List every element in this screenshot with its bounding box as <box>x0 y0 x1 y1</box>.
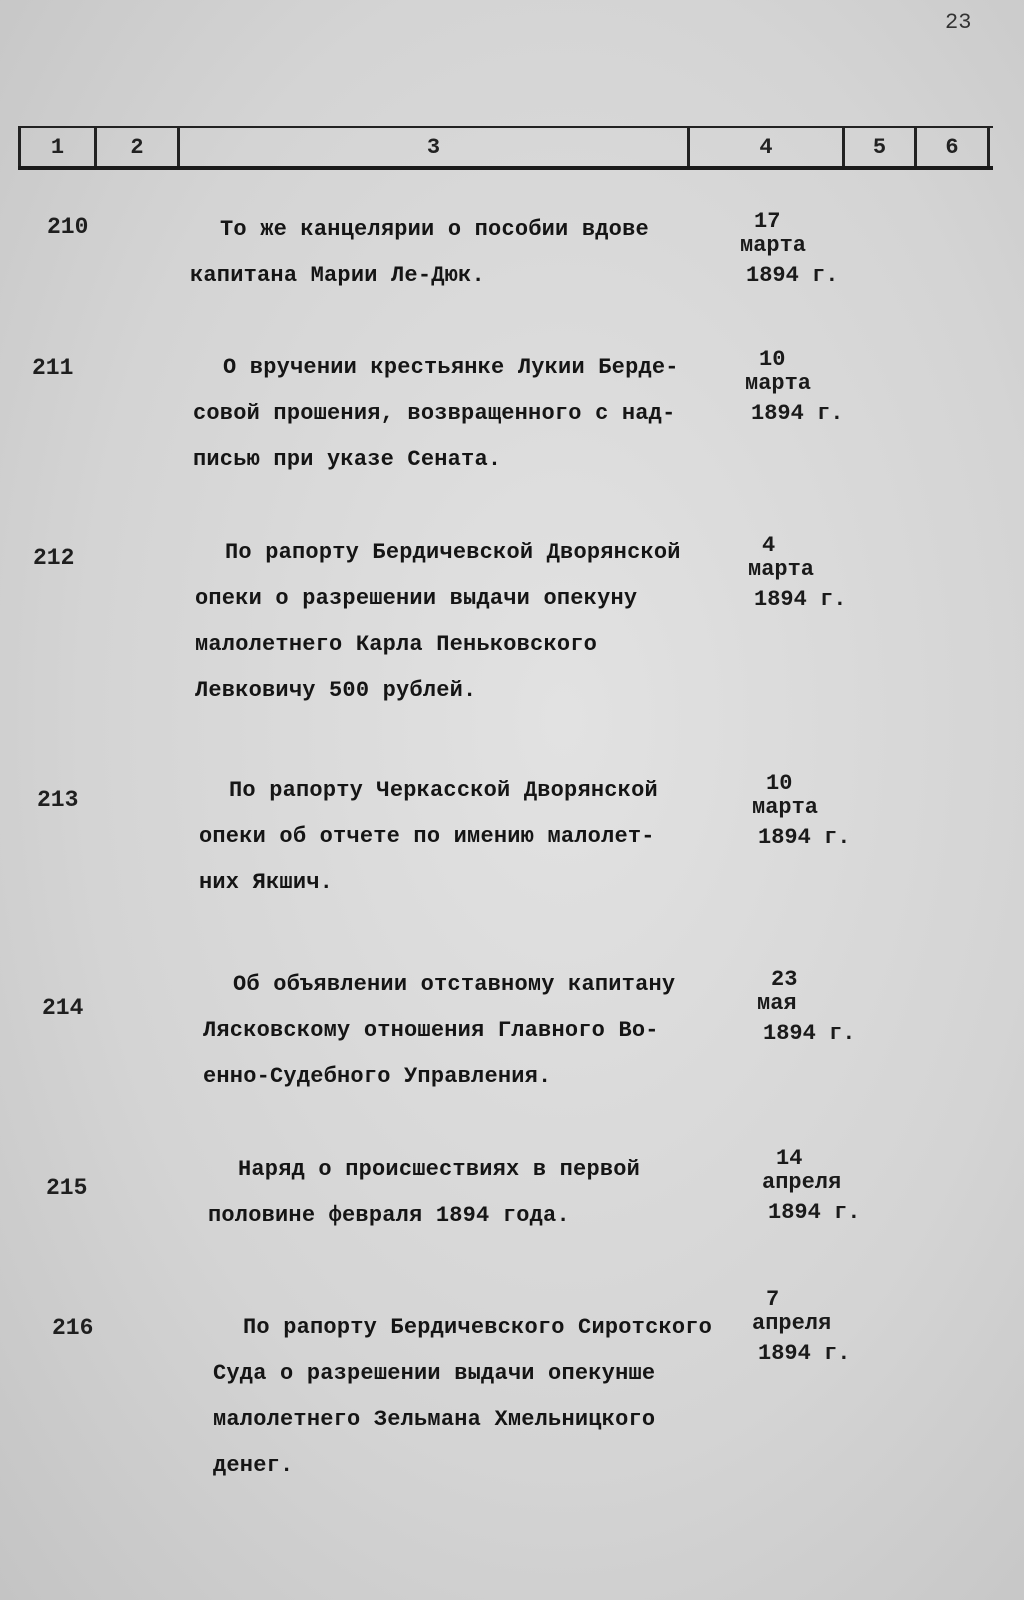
date-year: 1894 г. <box>768 1200 861 1225</box>
entry-date <box>762 1147 902 1225</box>
entry-line: По рапорту Бердичевской Дворянской <box>225 540 681 565</box>
entry-date <box>745 348 885 426</box>
date-month: марта <box>752 795 819 820</box>
entry-description <box>199 768 719 906</box>
entry-line: Левковичу 500 рублей. <box>195 678 477 703</box>
entry-line: енно-Судебного Управления. <box>203 1064 552 1089</box>
entry-date <box>740 210 880 288</box>
entry-date <box>752 1288 892 1366</box>
date-year: 1894 г. <box>751 401 844 426</box>
date-day: 10 <box>766 771 793 796</box>
date-year: 1894 г. <box>754 587 847 612</box>
entry-line: Наряд о происшествиях в первой <box>238 1157 641 1182</box>
entry-line: малолетнего Карла Пеньковского <box>195 632 598 657</box>
date-month: марта <box>745 371 812 396</box>
entry-date <box>752 772 892 850</box>
date-day: 7 <box>766 1287 780 1312</box>
date-month: апреля <box>752 1311 832 1336</box>
entry-description <box>203 962 723 1100</box>
header-col-3: 3 <box>177 128 687 166</box>
entry-line: опеки о разрешении выдачи опекуну <box>195 586 638 611</box>
entry-line: совой прошения, возвращенного с над- <box>193 401 676 426</box>
entry-number: 210 <box>47 214 89 240</box>
entry-number: 211 <box>32 355 74 381</box>
entry-line: них Якшич. <box>199 870 334 895</box>
entry-line: Лясковскому отношения Главного Во- <box>203 1018 659 1043</box>
date-year: 1894 г. <box>758 1341 851 1366</box>
entry-line: Об объявлении отставному капитану <box>233 972 676 997</box>
date-day: 4 <box>762 533 776 558</box>
date-day: 14 <box>776 1146 803 1171</box>
entry-description <box>213 1305 733 1489</box>
header-col-5: 5 <box>842 128 914 166</box>
entry-line: Суда о разрешении выдачи опекунше <box>213 1361 656 1386</box>
entry-description <box>195 530 715 714</box>
date-month: апреля <box>762 1170 842 1195</box>
entry-description <box>190 207 710 299</box>
entry-number: 214 <box>42 995 84 1021</box>
entry-date <box>748 534 888 612</box>
entry-line: денег. <box>213 1453 294 1478</box>
table-header <box>18 126 993 170</box>
entry-line: капитана Марии Ле-Дюк. <box>190 263 485 288</box>
date-day: 17 <box>754 209 781 234</box>
date-month: мая <box>757 991 797 1016</box>
entry-number: 215 <box>46 1175 88 1201</box>
date-day: 10 <box>759 347 786 372</box>
entry-number: 212 <box>33 545 75 571</box>
entry-number: 213 <box>37 787 79 813</box>
entry-description <box>193 345 713 483</box>
entry-number: 216 <box>52 1315 94 1341</box>
header-col-1: 1 <box>18 128 94 166</box>
date-year: 1894 г. <box>746 263 839 288</box>
entry-line: То же канцелярии о пособии вдове <box>220 217 649 242</box>
date-year: 1894 г. <box>763 1021 856 1046</box>
header-col-4: 4 <box>687 128 842 166</box>
entry-line: По рапорту Черкасской Дворянской <box>229 778 658 803</box>
entry-line: малолетнего Зельмана Хмельницкого <box>213 1407 656 1432</box>
entry-line: писью при указе Сената. <box>193 447 502 472</box>
date-day: 23 <box>771 967 798 992</box>
header-col-2: 2 <box>94 128 177 166</box>
entry-line: О вручении крестьянке Лукии Берде- <box>223 355 679 380</box>
entry-date <box>757 968 897 1046</box>
entry-description <box>208 1147 728 1239</box>
date-month: марта <box>740 233 807 258</box>
page-number: 23 <box>945 10 972 35</box>
header-col-6: 6 <box>914 128 990 166</box>
date-month: марта <box>748 557 815 582</box>
date-year: 1894 г. <box>758 825 851 850</box>
entry-line: опеки об отчете по имению малолет- <box>199 824 655 849</box>
entry-line: По рапорту Бердичевского Сиротского <box>243 1315 713 1340</box>
entry-line: половине февраля 1894 года. <box>208 1203 570 1228</box>
